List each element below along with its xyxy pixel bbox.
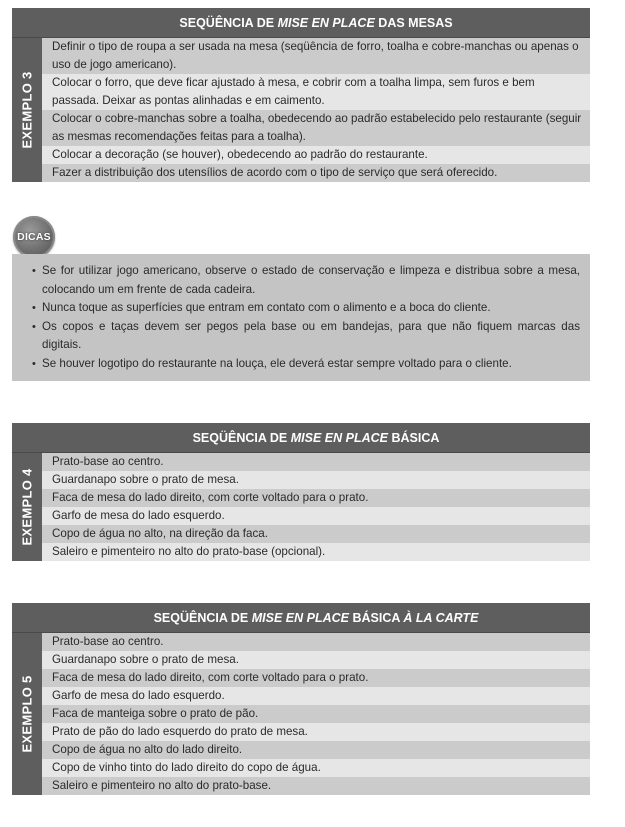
table-row: Copo de água no alto do lado direito.: [42, 741, 590, 759]
side-label: EXEMPLO 4: [19, 468, 35, 546]
table-row: Guardanapo sobre o prato de mesa.: [42, 651, 590, 669]
table-title: [154, 611, 479, 625]
table-row: Prato de pão do lado esquerdo do prato de mesa.: [42, 723, 590, 741]
table-row: Guardanapo sobre o prato de mesa.: [42, 471, 590, 489]
title-suffix: DAS MESAS: [374, 15, 453, 30]
table-row: Colocar a decoração (se houver), obedecendo ao padrão do restaurante.: [42, 146, 590, 164]
tip-item: [32, 355, 580, 374]
table-row: Definir o tipo de roupa a ser usada na mesa (seqüência de forro, toalha e cobre-manchas ou apenas o uso de jogo americano).: [42, 38, 590, 74]
table-mise-en-place-mesas: [12, 8, 590, 182]
bullet-icon: •: [32, 265, 36, 277]
dicas-badge-icon: [13, 216, 55, 258]
table-row: Colocar o cobre-manchas sobre a toalha, obedecendo ao padrão estabelecido pelo restaurante (seguir as mesmas recomendações feitas para a toalha).: [42, 110, 590, 146]
tip-text: Se for utilizar jogo americano, observe o estado de conservação e limpeza e distribua sobre a mesa, colocando um em frente de cada cadeira.: [42, 264, 580, 296]
table-row: Colocar o forro, que deve ficar ajustado à mesa, e cobrir com a toalha limpa, sem furos e bem passada. Deixar as pontas alinhadas e em caimento.: [42, 74, 590, 110]
table-rows: [42, 453, 590, 561]
tip-item: [32, 318, 580, 355]
table-rows: [42, 38, 590, 182]
table-row: Fazer a distribuição dos utensílios de acordo com o tipo de serviço que será oferecido.: [42, 164, 590, 182]
bullet-icon: •: [32, 320, 36, 333]
table-row: Saleiro e pimenteiro no alto do prato-base.: [42, 777, 590, 795]
table-row: Garfo de mesa do lado esquerdo.: [42, 687, 590, 705]
table-row: Saleiro e pimenteiro no alto do prato-base (opcional).: [42, 543, 590, 561]
tips-box: [12, 254, 590, 381]
side-label-column: [12, 453, 42, 561]
table-row: Prato-base ao centro.: [42, 453, 590, 471]
title-italic: MISE EN PLACE: [251, 610, 349, 625]
title-suffix-italic: À LA CARTE: [403, 610, 479, 625]
tip-item: [32, 262, 580, 299]
table-row: Faca de mesa do lado direito, com corte voltado para o prato.: [42, 669, 590, 687]
table-row: Copo de água no alto, na direção da faca.: [42, 525, 590, 543]
table-row: Prato-base ao centro.: [42, 633, 590, 651]
title-italic: MISE EN PLACE: [277, 15, 375, 30]
title-prefix: SEQÜÊNCIA DE: [179, 15, 278, 30]
dicas-badge-label: DICAS: [17, 231, 51, 243]
table-mise-en-place-basica: [12, 423, 590, 561]
title-italic: MISE EN PLACE: [290, 430, 388, 445]
tip-item: [32, 299, 580, 318]
table-rows: [42, 633, 590, 795]
bullet-icon: •: [32, 302, 36, 314]
table-header: [12, 603, 590, 633]
title-prefix: SEQÜÊNCIA DE: [192, 430, 291, 445]
table-row: Copo de vinho tinto do lado direito do copo de água.: [42, 759, 590, 777]
side-label-column: [12, 633, 42, 795]
table-header: [12, 423, 590, 453]
table-row: Garfo de mesa do lado esquerdo.: [42, 507, 590, 525]
title-suffix: BÁSICA: [388, 430, 440, 445]
table-title: [179, 16, 452, 30]
table-mise-en-place-a-la-carte: [12, 603, 590, 795]
side-label-column: [12, 38, 42, 182]
table-row: Faca de mesa do lado direito, com corte voltado para o prato.: [42, 489, 590, 507]
side-label: EXEMPLO 3: [19, 71, 35, 149]
tip-text: Os copos e taças devem ser pegos pela base ou em bandejas, para que não fiquem marcas das digitais.: [42, 319, 580, 351]
table-header: [12, 8, 590, 38]
title-prefix: SEQÜÊNCIA DE: [153, 610, 252, 625]
table-row: Faca de manteiga sobre o prato de pão.: [42, 705, 590, 723]
table-title: [193, 431, 440, 445]
tip-text: Nunca toque as superfícies que entram em contato com o alimento e a boca do cliente.: [42, 301, 491, 314]
side-label: EXEMPLO 5: [19, 675, 35, 753]
bullet-icon: •: [32, 357, 36, 370]
tip-text: Se houver logotipo do restaurante na louça, ele deverá estar sempre voltado para o cliente.: [42, 356, 512, 370]
title-suffix: BÁSICA: [349, 610, 404, 625]
